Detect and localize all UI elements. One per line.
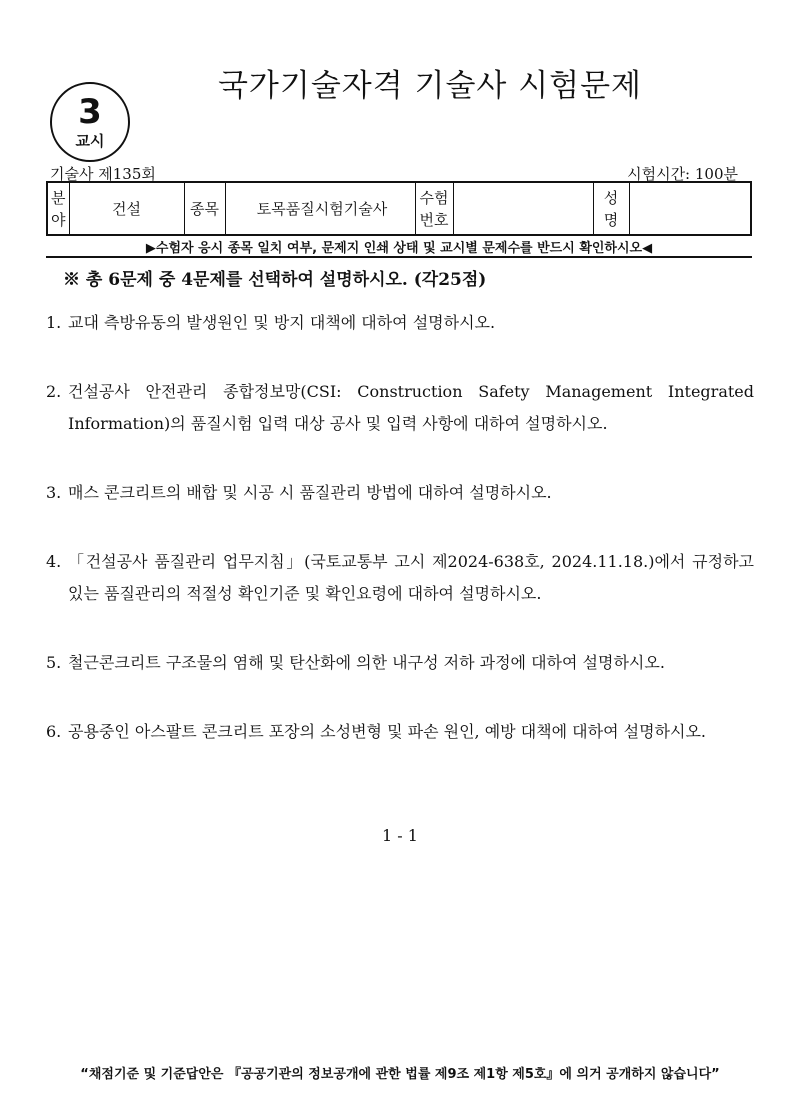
field-label-line1: 분 xyxy=(51,188,66,207)
exam-number-label-line1: 수험 xyxy=(419,188,449,207)
question-text: 매스 콘크리트의 배합 및 시공 시 품질관리 방법에 대하여 설명하시오. xyxy=(68,483,552,502)
question-4 xyxy=(46,546,754,610)
check-notice: ▶수험자 응시 종목 일치 여부, 문제지 인쇄 상태 및 교시별 문제수를 반드시 확인하시오◀ xyxy=(145,241,653,256)
field-label-line2: 야 xyxy=(51,210,66,229)
question-3 xyxy=(46,477,754,509)
question-5 xyxy=(46,647,754,679)
exam-number-field[interactable] xyxy=(453,182,593,235)
field-value: 건설 xyxy=(69,182,184,235)
name-field[interactable] xyxy=(629,182,751,235)
name-label-line1: 성 xyxy=(603,188,619,207)
question-number: 6. xyxy=(46,722,62,741)
question-2 xyxy=(46,376,754,440)
question-number: 3. xyxy=(46,483,62,502)
exam-info-table xyxy=(46,181,752,236)
question-1 xyxy=(46,307,754,339)
name-label-line2: 명 xyxy=(603,210,619,229)
question-text: 「건설공사 품질관리 업무지침」(국토교통부 고시 제2024-638호, 2024.11.18.)에서 규정하고 있는 품질관리의 적절성 확인기준 및 확인요령에 대하여 설명하시오. xyxy=(68,552,754,603)
session-label: 교시 xyxy=(75,132,105,150)
exam-title: 국가기술자격 기술사 시험문제 xyxy=(217,68,642,104)
question-number: 4. xyxy=(46,552,62,571)
question-number: 2. xyxy=(46,382,62,401)
question-number: 5. xyxy=(46,653,62,672)
session-number: 3 xyxy=(78,92,102,132)
disclosure-footer: “채점기준 및 기준답안은 『공공기관의 정보공개에 관한 법률 제9조 제1항 제5호』에 의거 공개하지 않습니다” xyxy=(80,1067,720,1082)
session-badge xyxy=(50,82,130,162)
exam-number-label-line2: 번호 xyxy=(419,210,449,229)
divider xyxy=(46,256,752,258)
question-text: 철근콘크리트 구조물의 염해 및 탄산화에 의한 내구성 저하 과정에 대하여 설명하시오. xyxy=(68,653,665,672)
grade-round: 기술사 제135회 xyxy=(50,165,156,183)
question-text: 공용중인 아스팔트 콘크리트 포장의 소성변형 및 파손 원인, 예방 대책에 대하여 설명하시오. xyxy=(68,722,706,741)
question-text: 건설공사 안전관리 종합정보망(CSI: Construction Safety Management Integrated Information)의 품질시험 입력 대상 공사 및 입력 사항에 대하여 설명하시오. xyxy=(68,382,754,433)
exam-number-label xyxy=(415,182,453,235)
question-text: 교대 측방유동의 발생원인 및 방지 대책에 대하여 설명하시오. xyxy=(68,313,496,332)
time-limit: 시험시간: 100분 xyxy=(627,165,738,183)
instruction: ※ 총 6문제 중 4문제를 선택하여 설명하시오. (각25점) xyxy=(63,270,487,290)
item-label: 종목 xyxy=(184,182,225,235)
page-number: 1 - 1 xyxy=(382,826,418,845)
field-label xyxy=(47,182,69,235)
question-6 xyxy=(46,716,754,748)
item-value: 토목품질시험기술사 xyxy=(225,182,415,235)
name-label xyxy=(593,182,629,235)
question-number: 1. xyxy=(46,313,62,332)
